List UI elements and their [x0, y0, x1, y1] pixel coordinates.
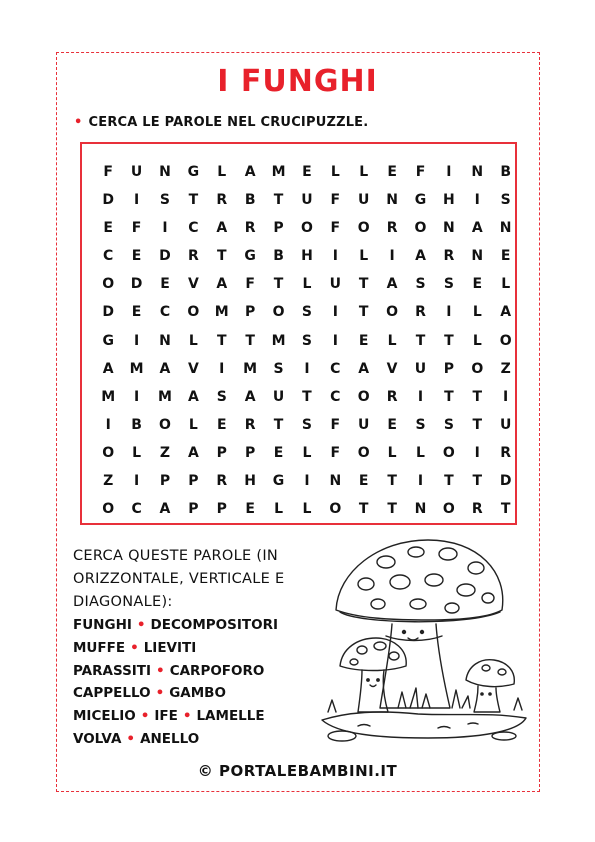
word-item: IFE: [154, 708, 178, 725]
word-list-line: [73, 614, 278, 637]
grid-letter: N: [499, 220, 512, 237]
grid-letter: T: [415, 332, 426, 349]
grid-letter: T: [444, 388, 454, 405]
grid-letter: C: [188, 220, 199, 237]
grid-letter: N: [386, 192, 398, 209]
word-search-box: [80, 142, 517, 525]
grid-letter: O: [102, 501, 115, 518]
grid-letter: P: [188, 473, 199, 490]
grid-letter: R: [187, 248, 199, 265]
word-list: [73, 614, 278, 751]
grid-letter: I: [446, 164, 452, 180]
grid-letter: T: [387, 473, 397, 490]
grid-letter: B: [500, 164, 511, 180]
grid-letter: I: [332, 248, 338, 265]
grid-letter: C: [159, 304, 171, 321]
grid-letter: I: [133, 388, 140, 405]
grid-letter: L: [472, 332, 482, 349]
grid-letter: O: [471, 360, 484, 377]
grid-letter: M: [271, 164, 286, 180]
separator-bullet: •: [130, 639, 139, 656]
word-list-line: [73, 660, 278, 683]
word-item: MICELIO: [73, 708, 136, 725]
grid-letter: U: [130, 164, 143, 180]
word-item: DECOMPOSITORI: [150, 617, 278, 633]
grid-letter: O: [357, 388, 370, 405]
grid-letter: L: [387, 332, 397, 349]
word-item: LAMELLE: [196, 708, 265, 725]
grid-letter: A: [415, 248, 426, 265]
grid-letter: T: [472, 416, 483, 433]
grid-letter: L: [472, 304, 482, 321]
grid-letter: O: [357, 444, 370, 461]
grid-letter: A: [102, 360, 114, 377]
grid-letter: I: [162, 220, 168, 237]
grid-letter: A: [187, 388, 199, 405]
grid-letter: O: [414, 220, 427, 237]
grid-letter: A: [159, 501, 171, 518]
grid-letter: T: [216, 332, 227, 349]
word-item: PARASSITI: [73, 662, 152, 679]
grid-letter: L: [359, 248, 369, 265]
grid-letter: E: [387, 416, 397, 433]
grid-letter: E: [131, 304, 142, 321]
grid-letter: T: [500, 501, 511, 518]
separator-bullet: •: [126, 730, 136, 747]
grid-letter: Z: [500, 360, 511, 377]
grid-letter: U: [358, 416, 370, 433]
grid-letter: F: [131, 220, 142, 237]
grid-letter: A: [471, 220, 483, 237]
grid-letter: T: [302, 388, 312, 405]
grid-letter: R: [386, 220, 398, 237]
grid-letter: E: [216, 416, 227, 433]
grid-letter: A: [358, 360, 370, 377]
grid-letter: P: [159, 473, 171, 490]
grid-letter: D: [130, 276, 143, 293]
grid-letter: S: [273, 360, 284, 377]
grid-letter: G: [244, 248, 256, 265]
grid-letter: I: [133, 192, 140, 209]
grid-letter: V: [187, 360, 199, 377]
grid-letter: S: [500, 192, 511, 209]
grid-letter: T: [188, 192, 199, 209]
word-item: LIEVITI: [143, 639, 197, 656]
word-search-grid: [94, 158, 520, 523]
grid-letter: O: [329, 501, 342, 518]
separator-bullet: •: [155, 685, 165, 702]
grid-letter: O: [159, 416, 171, 433]
grid-letter: T: [216, 248, 227, 265]
word-item: GAMBO: [169, 685, 226, 702]
grid-letter: H: [244, 473, 256, 490]
word-list-line: [73, 728, 278, 751]
grid-letter: T: [472, 473, 483, 490]
grid-letter: I: [133, 332, 140, 349]
grid-letter: U: [301, 192, 313, 209]
grid-letter: L: [188, 332, 198, 349]
grid-letter: P: [245, 304, 256, 321]
grid-letter: E: [500, 248, 511, 265]
grid-letter: L: [359, 164, 369, 180]
mushrooms-icon: [318, 532, 530, 746]
grid-letter: S: [301, 304, 312, 321]
grid-letter: C: [330, 388, 341, 405]
grid-letter: D: [159, 248, 171, 265]
grid-letter: I: [133, 473, 140, 490]
grid-letter: L: [302, 444, 312, 461]
grid-letter: F: [330, 416, 341, 433]
grid-letter: P: [216, 444, 227, 461]
grid-letter: E: [245, 501, 255, 518]
grid-letter: C: [103, 248, 114, 265]
grid-letter: I: [417, 388, 424, 405]
bullet-icon: •: [74, 115, 83, 130]
grid-letter: O: [442, 444, 455, 461]
grid-letter: S: [301, 332, 312, 349]
grid-letter: I: [474, 192, 480, 209]
grid-letter: E: [273, 444, 284, 461]
grid-letter: I: [389, 248, 395, 265]
word-item: FUNGHI: [73, 617, 132, 633]
grid-letter: E: [358, 473, 369, 490]
grid-letter: I: [417, 473, 424, 490]
grid-letter: D: [499, 473, 512, 490]
grid-letter: E: [302, 164, 312, 180]
grid-letter: L: [416, 444, 425, 461]
grid-letter: L: [274, 501, 283, 518]
word-item: ANELLO: [140, 730, 200, 747]
grid-letter: P: [245, 444, 256, 461]
grid-letter: S: [443, 276, 454, 293]
grid-letter: I: [219, 360, 225, 377]
grid-letter: D: [102, 304, 114, 321]
grid-letter: U: [272, 388, 285, 405]
grid-letter: O: [499, 332, 512, 349]
grid-letter: O: [357, 220, 370, 237]
grid-letter: E: [358, 332, 369, 349]
grid-letter: O: [442, 501, 455, 518]
grid-letter: D: [102, 192, 114, 209]
grid-letter: R: [216, 473, 228, 490]
grid-letter: N: [159, 332, 171, 349]
grid-letter: A: [386, 276, 398, 293]
grid-letter: T: [358, 501, 369, 518]
page-title: I FUNGHI: [217, 64, 378, 99]
word-item: CAPPELLO: [73, 685, 151, 702]
instruction-text: CERCA LE PAROLE NEL CRUCIPUZZLE.: [88, 115, 369, 130]
grid-letter: E: [103, 220, 113, 237]
grid-letter: T: [472, 388, 483, 405]
instruction: [74, 115, 368, 130]
grid-letter: F: [330, 192, 341, 209]
grid-letter: A: [244, 388, 256, 405]
grid-letter: C: [330, 360, 341, 377]
grid-letter: N: [443, 220, 455, 237]
grid-letter: N: [471, 164, 484, 180]
grid-letter: I: [503, 388, 509, 405]
grid-letter: O: [300, 220, 313, 237]
grid-letter: M: [101, 388, 116, 405]
grid-letter: Z: [159, 444, 171, 461]
grid-letter: F: [245, 276, 255, 293]
grid-letter: R: [415, 304, 426, 321]
grid-letter: N: [159, 164, 171, 180]
grid-letter: S: [415, 416, 426, 433]
grid-letter: T: [444, 473, 454, 490]
grid-letter: N: [471, 248, 484, 265]
word-list-line: [73, 705, 278, 728]
grid-letter: S: [301, 416, 312, 433]
grid-letter: G: [187, 164, 200, 180]
grid-letter: B: [273, 248, 284, 265]
grid-letter: U: [358, 192, 370, 209]
footer-credit: © PORTALEBAMBINI.IT: [197, 762, 398, 780]
grid-letter: T: [444, 332, 454, 349]
word-list-line: [73, 637, 278, 660]
grid-letter: P: [273, 220, 284, 237]
grid-letter: M: [243, 360, 258, 377]
grid-letter: F: [415, 164, 426, 180]
grid-letter: U: [414, 360, 427, 377]
grid-letter: T: [273, 192, 284, 209]
word-item: MUFFE: [73, 639, 126, 656]
grid-letter: T: [358, 304, 369, 321]
grid-letter: H: [443, 192, 455, 209]
separator-bullet: •: [182, 708, 192, 725]
grid-letter: F: [330, 444, 341, 461]
grid-letter: I: [304, 360, 310, 377]
grid-letter: N: [329, 473, 342, 490]
word-list-line: [73, 682, 278, 705]
grid-letter: A: [216, 220, 228, 237]
grid-letter: P: [216, 501, 227, 518]
grid-letter: T: [273, 276, 284, 293]
grid-letter: R: [386, 388, 398, 405]
grid-letter: R: [500, 444, 512, 461]
grid-letter: E: [160, 276, 170, 293]
grid-letter: T: [273, 416, 284, 433]
grid-letter: U: [329, 276, 341, 293]
grid-letter: I: [105, 416, 111, 433]
grid-letter: R: [244, 416, 256, 433]
grid-letter: L: [188, 416, 198, 433]
grid-letter: F: [330, 220, 341, 237]
grid-letter: E: [387, 164, 397, 180]
grid-letter: I: [332, 304, 338, 321]
grid-letter: L: [132, 444, 142, 461]
grid-letter: R: [443, 248, 455, 265]
grid-letter: O: [187, 304, 200, 321]
grid-letter: L: [387, 444, 397, 461]
grid-letter: L: [501, 276, 511, 293]
grid-letter: I: [304, 473, 310, 490]
grid-letter: B: [131, 416, 142, 433]
grid-letter: V: [187, 276, 199, 293]
separator-bullet: •: [136, 617, 146, 633]
grid-letter: L: [302, 276, 312, 293]
separator-bullet: •: [156, 662, 165, 679]
grid-letter: N: [414, 501, 427, 518]
grid-letter: M: [271, 332, 286, 349]
grid-letter: S: [415, 276, 426, 293]
grid-letter: M: [214, 304, 229, 321]
grid-letter: O: [102, 276, 115, 293]
grid-letter: L: [217, 164, 227, 180]
grid-letter: A: [159, 360, 171, 377]
grid-letter: R: [471, 501, 483, 518]
grid-letter: I: [332, 332, 338, 349]
grid-letter: H: [301, 248, 313, 265]
grid-letter: T: [358, 276, 369, 293]
grid-letter: A: [244, 164, 256, 180]
grid-letter: E: [472, 276, 483, 293]
word-list-intro: CERCA QUESTE PAROLE (IN ORIZZONTALE, VERTICALE E DIAGONALE):: [73, 548, 285, 610]
grid-letter: A: [187, 444, 199, 461]
grid-letter: G: [272, 473, 285, 490]
grid-letter: M: [129, 360, 144, 377]
word-item: VOLVA: [73, 730, 122, 747]
grid-letter: C: [131, 501, 142, 518]
grid-letter: B: [244, 192, 256, 209]
grid-letter: O: [272, 304, 285, 321]
grid-letter: S: [159, 192, 171, 209]
grid-letter: S: [216, 388, 227, 405]
grid-letter: U: [499, 416, 512, 433]
grid-letter: A: [500, 304, 512, 321]
grid-letter: P: [188, 501, 199, 518]
grid-letter: O: [386, 304, 399, 321]
grid-letter: R: [216, 192, 228, 209]
grid-letter: T: [387, 501, 397, 518]
grid-letter: R: [244, 220, 256, 237]
grid-letter: T: [245, 332, 255, 349]
grid-letter: G: [414, 192, 427, 209]
grid-letter: P: [443, 360, 455, 377]
grid-letter: O: [102, 444, 115, 461]
grid-letter: Z: [103, 473, 114, 490]
grid-letter: G: [102, 332, 114, 349]
grid-letter: I: [474, 444, 480, 461]
grid-letter: I: [446, 304, 452, 321]
grid-letter: M: [158, 388, 172, 405]
grid-letter: L: [330, 164, 340, 180]
grid-letter: A: [216, 276, 228, 293]
grid-letter: S: [443, 416, 454, 433]
separator-bullet: •: [140, 708, 150, 725]
word-item: CARPOFORO: [169, 662, 265, 679]
grid-letter: V: [386, 360, 398, 377]
grid-letter: E: [131, 248, 142, 265]
grid-letter: L: [302, 501, 312, 518]
grid-letter: F: [103, 164, 113, 180]
